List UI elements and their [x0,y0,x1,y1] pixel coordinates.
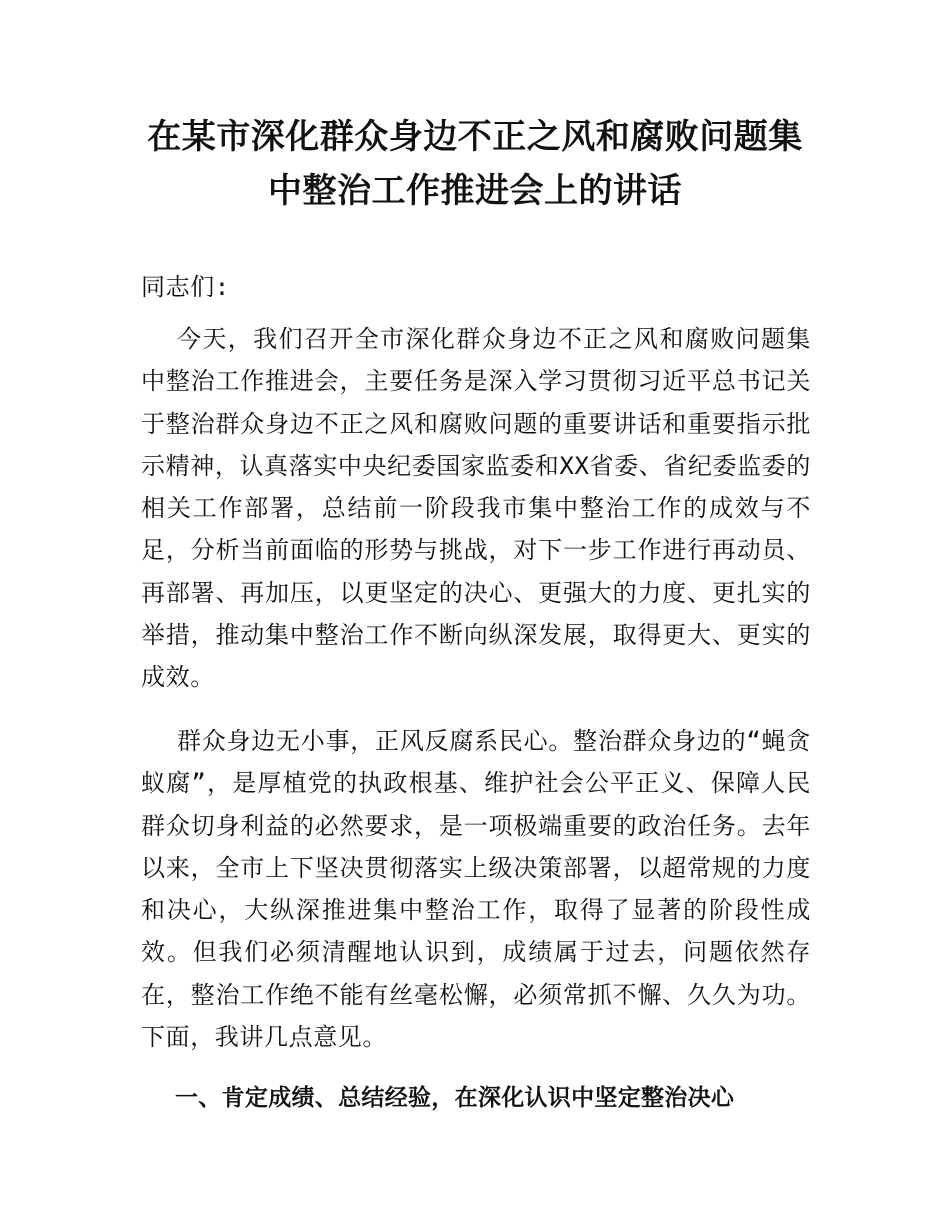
title-line-1: 在某市深化群众身边不正之风和腐败问题集 [147,117,803,157]
paragraph-2: 群众身边无小事，正风反腐系民心。整治群众身边的“蝇贪蚁腐”，是厚植党的执政根基、维护社会公平正义、保障人民群众切身利益的必然要求，是一项极端重要的政治任务。去年以来，全市上下坚决贯彻落实上级决策部署，以超常规的力度和决心，大纵深推进集中整治工作，取得了显著的阶段性成效。但我们必须清醒地认识到，成绩属于过去，问题依然存在，整治工作绝不能有丝毫松懈，必须常抓不懈、久久为功。下面，我讲几点意见。 [141,727,811,1052]
paragraph-1: 今天，我们召开全市深化群众身边不正之风和腐败问题集中整治工作推进会，主要任务是深入学习贯彻习近平总书记关于整治群众身边不正之风和腐败问题的重要讲话和重要指示批示精神，认真落实中央纪委国家监委和XX省委、省纪委监委的相关工作部署，总结前一阶段我市集中整治工作的成效与不足，分析当前面临的形势与挑战，对下一步工作进行再动员、再部署、再加压，以更坚定的决心、更强大的力度、更扎实的举措，推动集中整治工作不断向纵深发展，取得更大、更实的成效。 [141,325,811,692]
salutation: 同志们: [141,273,230,301]
section-heading-1: 一、肯定成绩、总结经验，在深化认识中坚定整治决心 [175,1085,735,1111]
title-line-2: 中整治工作推进会上的讲话 [268,171,682,211]
document-title [140,110,810,218]
